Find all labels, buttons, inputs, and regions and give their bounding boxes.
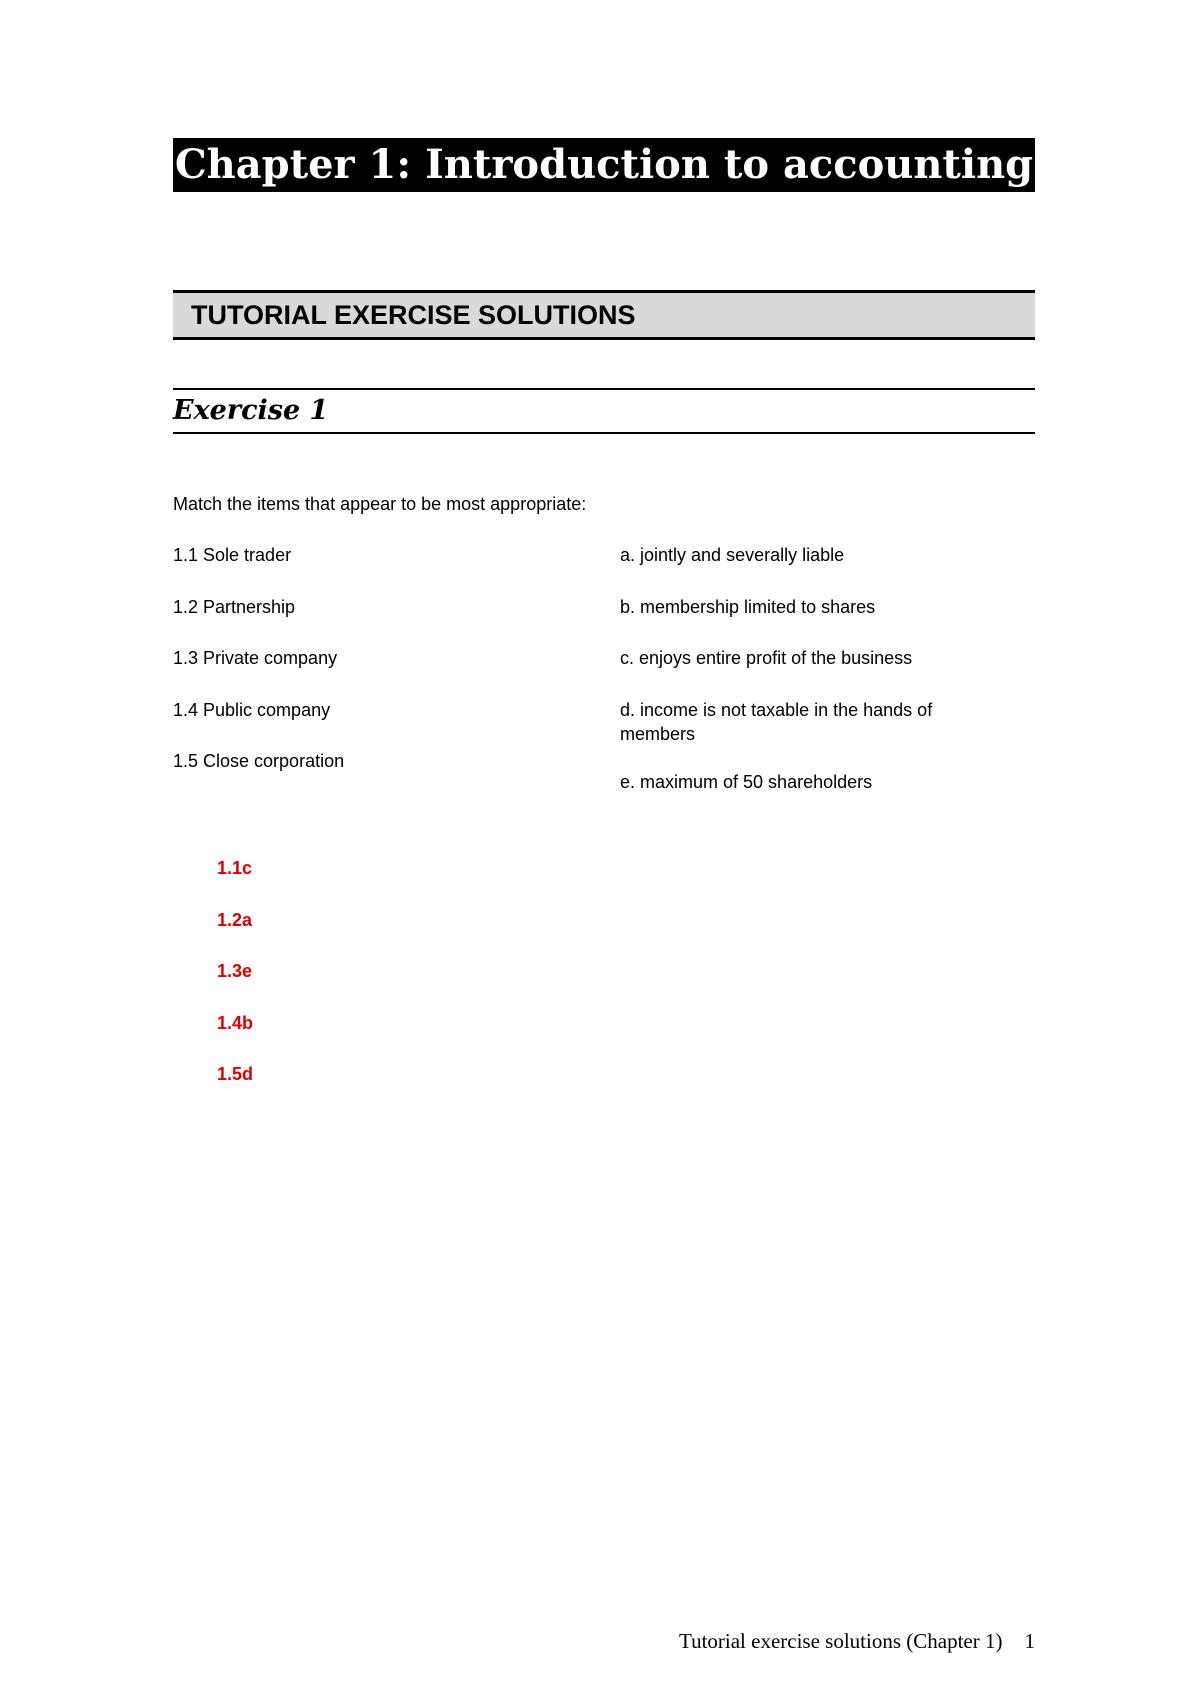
chapter-title: Chapter 1: Introduction to accounting xyxy=(173,138,1035,192)
answer-item: 1.3e xyxy=(217,961,253,981)
exercise-title: Exercise 1 xyxy=(173,395,329,426)
answer-item: 1.2a xyxy=(217,909,253,930)
footer-text: Tutorial exercise solutions (Chapter 1) xyxy=(678,1629,1003,1653)
answer-item: 1.4b xyxy=(217,1012,254,1033)
list-item: c. enjoys entire profit of the business xyxy=(620,648,913,668)
page-number: 1 xyxy=(1024,1629,1035,1653)
list-item: e. maximum of 50 shareholders xyxy=(620,771,873,792)
business-type-list xyxy=(173,543,593,801)
list-item: 1.4 Public company xyxy=(173,699,331,720)
answer-list xyxy=(217,856,253,1114)
page-footer xyxy=(600,1628,1035,1654)
characteristic-list xyxy=(620,543,1000,821)
section-header xyxy=(173,290,1035,340)
answer-item: 1.5d xyxy=(217,1064,254,1084)
list-item: 1.5 Close corporation xyxy=(173,751,345,771)
answer-item: 1.1c xyxy=(217,858,253,878)
list-item: 1.2 Partnership xyxy=(173,596,296,617)
exercise-instruction: Match the items that appear to be most appropriate: xyxy=(173,494,587,514)
section-title: TUTORIAL EXERCISE SOLUTIONS xyxy=(191,300,636,330)
list-item: 1.3 Private company xyxy=(173,648,338,668)
exercise-header xyxy=(173,388,1035,434)
list-item: a. jointly and severally liable xyxy=(620,545,845,565)
list-item: 1.1 Sole trader xyxy=(173,545,292,565)
list-item: b. membership limited to shares xyxy=(620,596,876,617)
list-item: d. income is not taxable in the hands of members xyxy=(620,699,933,744)
